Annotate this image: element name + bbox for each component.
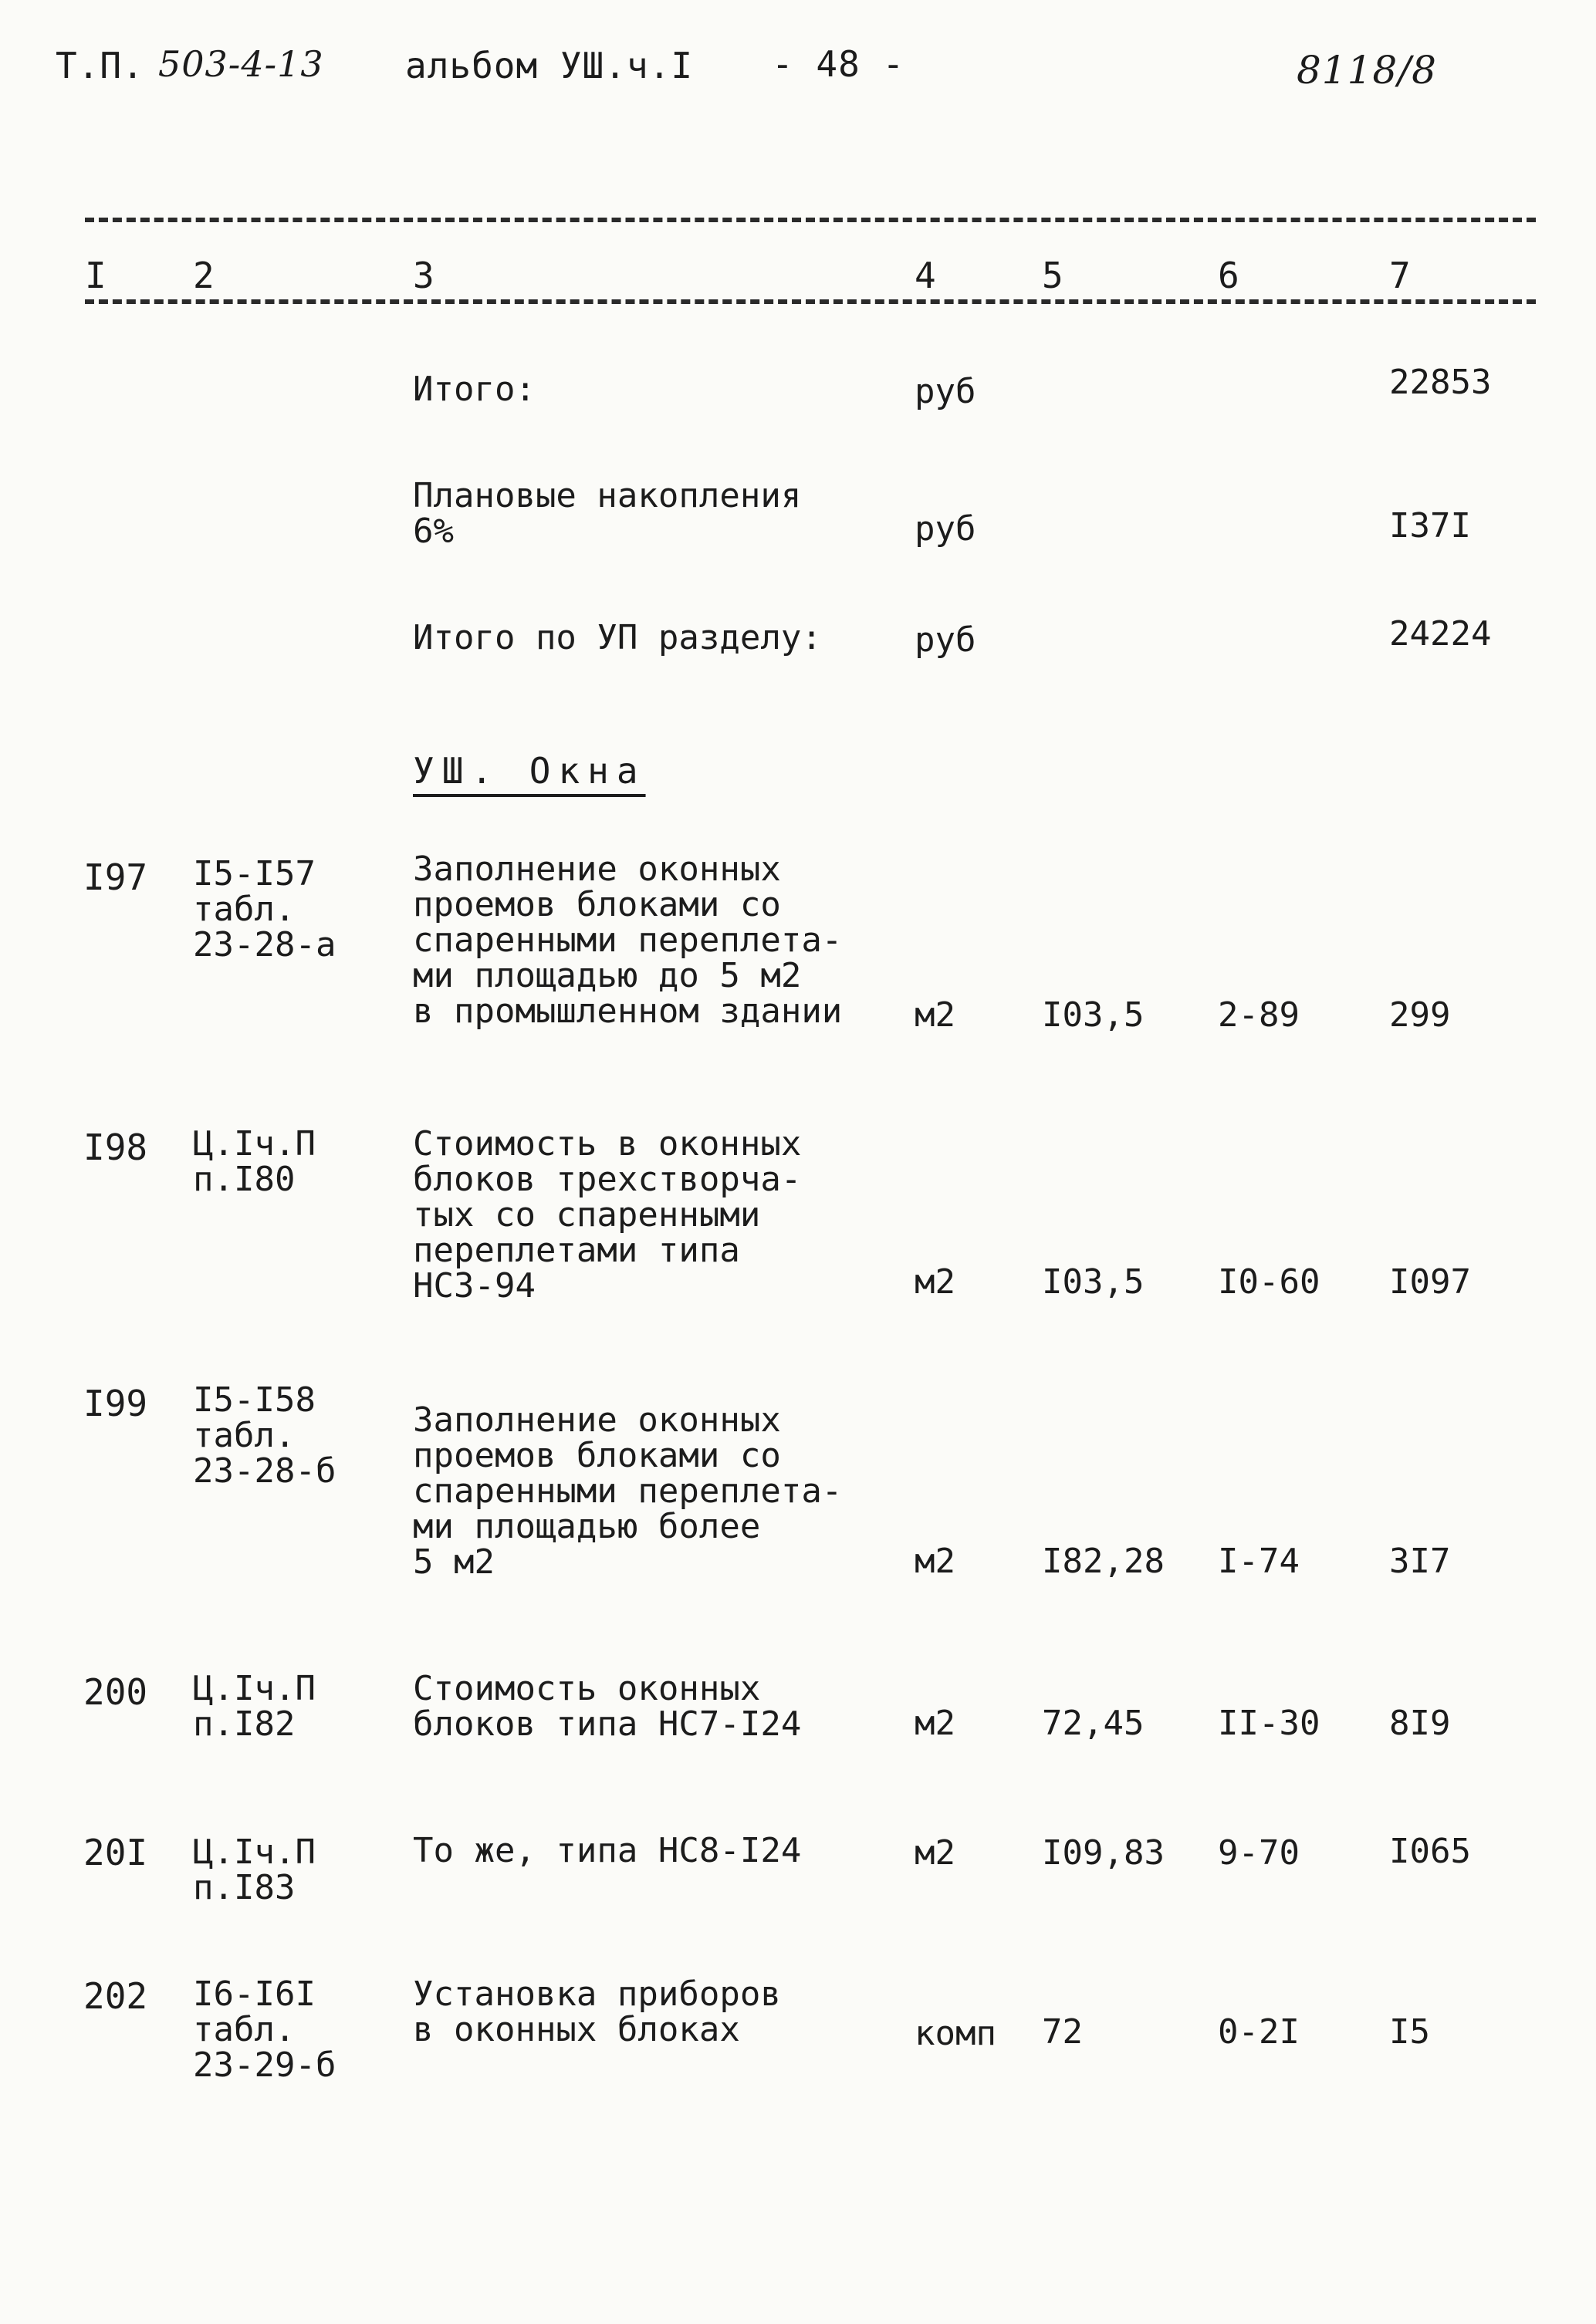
row-number: 200 <box>83 1671 148 1713</box>
top-dashed-rule <box>85 218 1536 222</box>
row-quantity: 72 <box>1042 2012 1083 2052</box>
column-number-5: 5 <box>1042 255 1063 296</box>
row-number: I99 <box>83 1383 148 1424</box>
row-code: I6-I6I табл. 23-29-б <box>193 1974 336 2085</box>
tp-code: 503-4-13 <box>158 43 324 85</box>
row-number: I98 <box>83 1127 148 1168</box>
column-number-2: 2 <box>193 255 215 296</box>
row-total: I065 <box>1389 1832 1471 1871</box>
column-number-3: 3 <box>413 255 435 296</box>
row-quantity: I82,28 <box>1042 1542 1165 1581</box>
row-code: Ц.Iч.П п.I83 <box>193 1833 316 1907</box>
row-price: I0-60 <box>1218 1262 1320 1302</box>
column-dashed-rule <box>85 299 1536 304</box>
row-price: 2-89 <box>1218 995 1300 1035</box>
column-number-4: 4 <box>915 255 936 296</box>
doc-number: 8118/8 <box>1297 48 1437 93</box>
section-title: УШ. Окна <box>413 750 646 792</box>
row-unit: м2 <box>915 1542 955 1581</box>
row-number: 202 <box>83 1975 148 2017</box>
row-price: 0-2I <box>1218 2012 1300 2052</box>
page-number: - 48 - <box>772 43 905 85</box>
summary-value-total: 22853 <box>1389 363 1492 402</box>
album-label: альбом УШ.ч.I <box>405 45 694 86</box>
row-description: Стоимость в оконных блоков трехстворча- тых со спаренными переплетами типа НС3-94 <box>413 1124 802 1306</box>
row-description: Заполнение оконных проемов блоками со спаренными переплета- ми площадью до 5 м2 в промышленном здании <box>413 850 843 1031</box>
row-quantity: I03,5 <box>1042 1262 1145 1302</box>
row-code: Ц.Iч.П п.I80 <box>193 1124 316 1199</box>
row-total: 299 <box>1389 995 1451 1035</box>
summary-unit-planned: руб <box>915 509 976 549</box>
row-total: 8I9 <box>1389 1704 1451 1743</box>
row-price: I-74 <box>1218 1542 1300 1581</box>
summary-label-total: Итого: <box>413 370 536 409</box>
row-total: I5 <box>1389 2012 1430 2052</box>
summary-label-section-total: Итого по УП разделу: <box>413 618 822 657</box>
row-unit: м2 <box>915 995 955 1035</box>
row-number: 20I <box>83 1832 148 1873</box>
column-number-6: 6 <box>1218 255 1239 296</box>
summary-label-planned: Плановые накопления 6% <box>413 476 802 551</box>
row-code: Ц.Iч.П п.I82 <box>193 1669 316 1744</box>
tp-prefix: Т.П. <box>56 45 144 86</box>
row-price: II-30 <box>1218 1704 1320 1743</box>
summary-value-section-total: 24224 <box>1389 614 1492 654</box>
row-total: 3I7 <box>1389 1542 1451 1581</box>
row-unit: м2 <box>915 1704 955 1743</box>
row-code: I5-I58 табл. 23-28-б <box>193 1380 336 1491</box>
summary-unit-total: руб <box>915 372 976 411</box>
row-description: То же, типа НС8-I24 <box>413 1831 802 1870</box>
row-description: Стоимость оконных блоков типа НС7-I24 <box>413 1669 802 1744</box>
row-description: Заполнение оконных проемов блоками со спаренными переплета- ми площадью более 5 м2 <box>413 1400 843 1582</box>
row-quantity: 72,45 <box>1042 1704 1145 1743</box>
summary-unit-section-total: руб <box>915 620 976 660</box>
row-unit: м2 <box>915 1833 955 1873</box>
row-code: I5-I57 табл. 23-28-а <box>193 854 336 964</box>
row-description: Установка приборов в оконных блоках <box>413 1974 781 2049</box>
summary-value-planned: I37I <box>1389 506 1471 546</box>
row-quantity: I09,83 <box>1042 1833 1165 1873</box>
row-unit: м2 <box>915 1262 955 1302</box>
row-unit: комп <box>915 2014 996 2053</box>
column-number-1: I <box>85 255 107 296</box>
row-price: 9-70 <box>1218 1833 1300 1873</box>
column-number-7: 7 <box>1389 255 1411 296</box>
row-total: I097 <box>1389 1262 1471 1302</box>
row-quantity: I03,5 <box>1042 995 1145 1035</box>
row-number: I97 <box>83 856 148 898</box>
